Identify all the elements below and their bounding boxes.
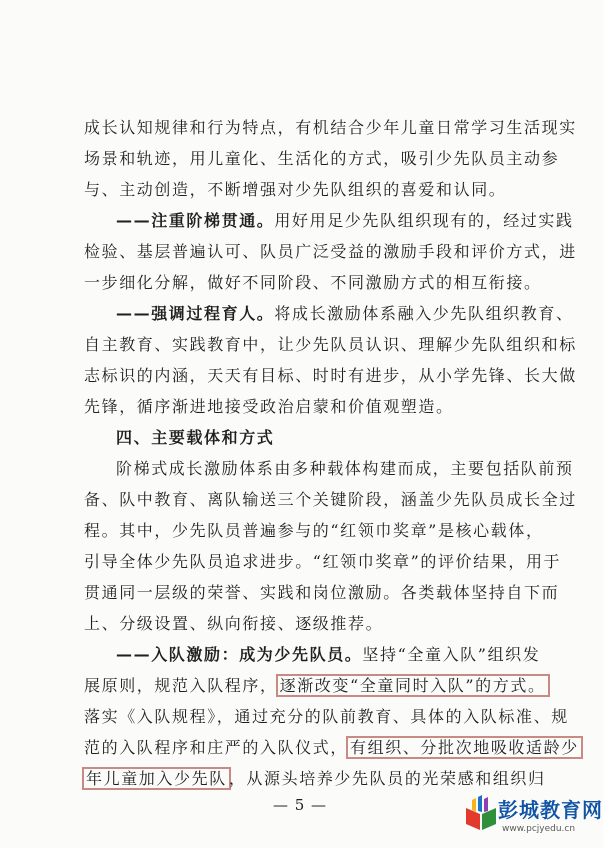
paragraph-line: 阶梯式成长激励体系由多种载体构建而成，主要包括队前预 — [116, 459, 574, 478]
paragraph-line: 程。其中，少先队员普遍参与的“红领巾奖章”是核心载体， — [84, 521, 544, 540]
highlighted-phrase: 年儿童加入少先队 — [82, 767, 231, 790]
emphasis-lead: ——注重阶梯贯通。 — [116, 211, 275, 230]
paragraph-text: 坚持“全童入队”组织发 — [362, 645, 541, 664]
paragraph-line: 与、主动创造，不断增强对少先队组织的喜爱和认同。 — [84, 180, 507, 199]
paragraph-line: 检验、基层普遍认可、队员广泛受益的激励手段和评价方式，进 — [84, 242, 577, 261]
watermark-title: 彭城教育网 — [498, 798, 603, 822]
paragraph-line: 成长认知规律和行为特点，有机结合少年儿童日常学习生活现实 — [84, 118, 577, 137]
watermark-logo[interactable] — [462, 788, 603, 844]
page-number: — 5 — — [272, 796, 328, 814]
paragraph-line: 备、队中教育、离队输送三个关键阶段，涵盖少先队员成长全过 — [84, 490, 577, 509]
paragraph-text: ，从源头培养少先队员的光荣感和组织归 — [228, 769, 546, 788]
paragraph-line: 引导全体少先队员追求进步。“红领巾奖章”的评价结果，用于 — [84, 552, 562, 571]
paragraph-text: 展原则，规范入队程序， — [84, 676, 278, 695]
section-heading: 四、主要载体和方式 — [116, 428, 275, 447]
paragraph-line — [84, 769, 546, 789]
paragraph-line — [116, 211, 574, 231]
paragraph-line: 自主教育、实践教育中，让少先队员认识、理解少先队组织和标 — [84, 335, 577, 354]
emphasis-lead: ——入队激励：成为少先队员。 — [116, 645, 363, 664]
paragraph-text: 范的入队程序和庄严的入队仪式， — [84, 738, 349, 757]
paragraph-text: 用好用足少先队组织现有的，经过实践 — [274, 211, 574, 230]
highlighted-phrase: 有组织、分批次地吸收适龄少 — [346, 736, 583, 759]
paragraph-line — [84, 738, 579, 758]
emphasis-lead: ——强调过程育人。 — [116, 304, 275, 323]
watermark-url[interactable]: www.pcjyedu.cn — [502, 824, 576, 834]
paragraph-line: 先锋，循序渐进地接受政治启蒙和价值观塑造。 — [84, 397, 454, 416]
highlighted-phrase: 逐渐改变“全童同时入队”的方式。 — [276, 674, 550, 697]
paragraph-line: 上、分级设置、纵向衔接、逐级推荐。 — [84, 614, 384, 633]
paragraph-line: 志标识的内涵，天天有目标、时时有进步，从小学先锋、长大做 — [84, 366, 577, 385]
book-icon — [462, 794, 502, 834]
paragraph-line: 贯通同一层级的荣誉、实践和岗位激励。各类载体坚持自下而 — [84, 583, 560, 602]
paragraph-line: 落实《入队规程》，通过充分的队前教育、具体的入队标准、规 — [84, 707, 569, 726]
paragraph-line — [116, 645, 541, 665]
paragraph-line — [116, 304, 574, 324]
paragraph-line: 一步细化分解，做好不同阶段、不同激励方式的相互衔接。 — [84, 273, 542, 292]
paragraph-text: 将成长激励体系融入少先队组织教育、 — [274, 304, 574, 323]
paragraph-line — [84, 676, 546, 696]
paragraph-line: 场景和轨迹，用儿童化、生活化的方式，吸引少先队员主动参 — [84, 149, 560, 168]
